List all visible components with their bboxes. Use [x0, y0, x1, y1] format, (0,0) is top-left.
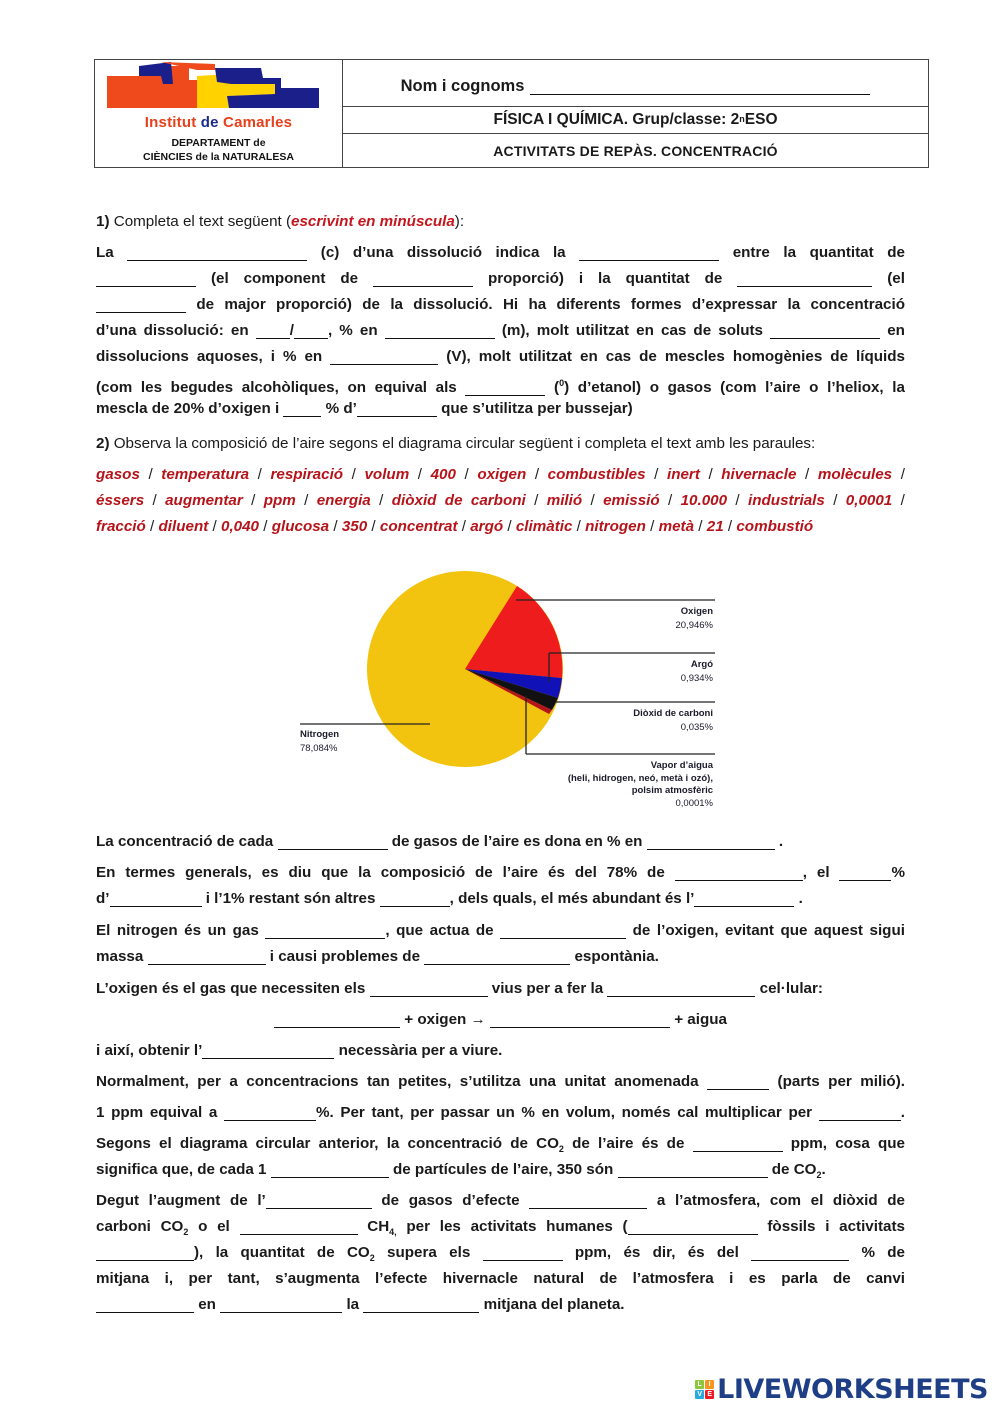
q1-paragraph	[96, 240, 905, 422]
q2-sentence-2: En termes generals, es diu que la composició de l’aire és del 78% de , el % d’ i l’1% restant són altres , dels quals, el més abundant és l’ .	[96, 864, 905, 907]
separator: /	[534, 466, 540, 483]
blank-input[interactable]	[707, 1073, 769, 1090]
blank-input[interactable]	[483, 1244, 563, 1261]
separator: /	[534, 492, 539, 509]
activity-title: ACTIVITATS DE REPÀS. CONCENTRACIÓ	[493, 142, 778, 159]
word-bank-item: industrials	[748, 492, 825, 509]
word-bank-item: 10.000	[680, 492, 728, 509]
word-bank-item: combustió	[736, 518, 814, 535]
label-oxygen: Oxigen 20,946%	[675, 606, 713, 631]
separator: /	[650, 518, 655, 535]
word-bank-item: inert	[666, 466, 700, 483]
word-bank-item: nitrogen	[585, 518, 646, 535]
separator: /	[263, 518, 268, 535]
subject-row: FÍSICA I QUÍMICA. Grup/classe: 2 $^n$ ESO	[343, 107, 928, 134]
header-title-cell	[343, 60, 928, 167]
word-bank-item: respiració	[270, 466, 344, 483]
blank-input[interactable]	[529, 1192, 647, 1209]
separator: /	[708, 466, 713, 483]
blank-input[interactable]	[357, 400, 437, 417]
separator: /	[251, 492, 256, 509]
blank-input[interactable]	[202, 1042, 334, 1059]
label-argon: Argó 0,934%	[680, 659, 713, 684]
separator: /	[805, 466, 810, 483]
word-bank-item: 0,040	[221, 518, 260, 535]
blank-input[interactable]	[424, 948, 570, 965]
label-nitrogen: Nitrogen 78,084%	[300, 729, 340, 754]
separator: /	[461, 518, 466, 535]
respiration-equation: + oxigen → + aigua	[96, 1007, 905, 1033]
separator: /	[900, 466, 905, 483]
word-bank-item: combustibles	[547, 466, 646, 483]
word-bank-item: metà	[658, 518, 695, 535]
blank-input[interactable]	[607, 980, 755, 997]
separator: /	[698, 518, 703, 535]
word-bank-item: volum	[364, 466, 410, 483]
blank-input[interactable]	[283, 400, 321, 417]
blank-input[interactable]	[675, 864, 803, 881]
blank-input[interactable]	[694, 890, 794, 907]
department-name: DEPARTAMENT de CIÈNCIES de la NATURALESA	[143, 137, 294, 163]
q2-sentence-4: L’oxigen és el gas que necessiten els vius per a fer la cel·lular:	[96, 980, 823, 997]
blank-input[interactable]	[271, 1161, 389, 1178]
q2-sentence-1: La concentració de cada de gasos de l’aire es dona en % en .	[96, 833, 784, 850]
word-bank-item: augmentar	[165, 492, 243, 509]
school-logo-icon	[101, 62, 327, 114]
separator: /	[464, 466, 469, 483]
q2-sentence-9: Degut l’augment de l’ de gasos d’efecte a l’atmosfera, com el diòxid de carboni $CO_2$ o el $CH_{4,}$ per les activitats humanes ( fòssils i activitats ), la quantitat de $CO_2$ supera els ppm, és dir, és del % de mitjana i, per tant, s’augmenta l’efecte hivernacle natural de l’atmosfera i es parla de canvi en la mitjana del planeta.	[96, 1192, 905, 1313]
blank-input[interactable]	[465, 379, 545, 396]
blank-input[interactable]	[819, 1104, 901, 1121]
blank-input[interactable]	[737, 270, 872, 287]
blank-input[interactable]	[373, 270, 473, 287]
name-label: Nom i cognoms	[400, 76, 525, 95]
separator: /	[833, 492, 838, 509]
separator: /	[351, 466, 356, 483]
word-bank-item: diòxid de carboni	[391, 492, 526, 509]
separator: /	[576, 518, 581, 535]
blank-input[interactable]	[647, 833, 775, 850]
blank-input[interactable]	[220, 1296, 342, 1313]
q1-line-7: mescla de 20% d’oxigen i % d’ que s’utilitza per bussejar)	[96, 400, 633, 417]
word-bank-item: gasos	[96, 466, 140, 483]
word-bank-line-3	[96, 514, 905, 540]
blank-input[interactable]	[127, 244, 307, 261]
liveworksheets-logo: L I V E LIVEWORKSHEETS	[695, 1374, 988, 1405]
word-bank-item: hivernacle	[721, 466, 797, 483]
blank-input[interactable]	[96, 270, 196, 287]
word-bank-item: oxigen	[477, 466, 527, 483]
label-vapor: Vapor d’aigua (heli, hidrogen, neó, metà i ozó), polsim atmosfèric 0,0001%	[567, 760, 713, 809]
separator: /	[417, 466, 423, 483]
q1-line-6: (com les begudes alcohòliques, on equival als ($^0$) d’etanol) o gasos (com l’aire o l’heliox, la	[96, 378, 905, 397]
blank-input[interactable]	[751, 1244, 849, 1261]
word-bank-line-2	[96, 488, 905, 514]
separator: /	[152, 492, 157, 509]
separator: /	[735, 492, 740, 509]
word-bank-item: energia	[316, 492, 371, 509]
q1-line-3: de major proporció) de la dissolució. Hi ha diferents formes d’expressar la concentració	[96, 292, 905, 318]
q2-sentence-5: i així, obtenir l’ necessària per a viure.	[96, 1042, 503, 1059]
grid-letter: V	[695, 1390, 704, 1399]
grid-letter: I	[705, 1380, 714, 1389]
blank-input[interactable]	[265, 922, 385, 939]
blank-input[interactable]	[96, 296, 186, 313]
blank-input[interactable]	[96, 1244, 194, 1261]
blank-input[interactable]	[839, 864, 891, 881]
blank-input[interactable]	[380, 890, 450, 907]
separator: /	[150, 518, 155, 535]
blank-input[interactable]	[274, 1011, 400, 1028]
blank-input[interactable]	[330, 348, 438, 365]
separator: /	[333, 518, 338, 535]
blank-input[interactable]	[370, 980, 488, 997]
word-bank-item: concentrat	[379, 518, 458, 535]
worksheet-header	[94, 59, 929, 168]
q1-line-5: dissolucions aquoses, i % en (V), molt utilitzat en cas de mescles homogènies de líquids	[96, 348, 905, 365]
school-logo	[95, 60, 343, 167]
word-bank-item: diluent	[158, 518, 209, 535]
blank-input[interactable]	[693, 1135, 783, 1152]
blank-input[interactable]	[224, 1104, 316, 1121]
word-bank-item: temperatura	[161, 466, 250, 483]
separator: /	[371, 518, 376, 535]
school-name: Institut de Camarles	[144, 114, 293, 131]
separator: /	[257, 466, 262, 483]
separator: /	[590, 492, 595, 509]
q2-sentence-6: Normalment, per a concentracions tan petites, s’utilitza una unitat anomenada (parts per milió).	[96, 1073, 905, 1090]
blank-input[interactable]	[363, 1296, 479, 1313]
separator: /	[668, 492, 673, 509]
grid-letter: L	[695, 1380, 704, 1389]
separator: /	[507, 518, 512, 535]
blank-input[interactable]	[110, 890, 202, 907]
blank-input[interactable]	[240, 1218, 358, 1235]
q1-instruction: 1) Completa el text següent (escrivint en minúscula):	[96, 213, 465, 230]
word-bank-item: glucosa	[271, 518, 330, 535]
blank-input[interactable]	[256, 322, 290, 339]
word-bank-item: 350	[341, 518, 368, 535]
blank-input[interactable]	[579, 244, 719, 261]
grid-letter: E	[705, 1390, 714, 1399]
blank-input[interactable]	[385, 322, 495, 339]
blank-input[interactable]	[770, 322, 880, 339]
blank-input[interactable]	[278, 833, 388, 850]
blank-input[interactable]	[266, 1192, 372, 1209]
word-bank-item: emissió	[603, 492, 660, 509]
separator: /	[379, 492, 384, 509]
word-bank-item: 400	[430, 466, 456, 483]
q2-sentence-7: 1 ppm equival a %. Per tant, per passar un % en volum, només cal multiplicar per .	[96, 1104, 905, 1121]
q2-instruction: 2) Observa la composició de l’aire segons el diagrama circular següent i completa el text amb les paraules:	[96, 435, 816, 452]
blank-input[interactable]	[618, 1161, 768, 1178]
name-input[interactable]	[530, 77, 870, 95]
blank-input[interactable]	[500, 922, 626, 939]
separator: /	[304, 492, 309, 509]
word-bank	[96, 462, 905, 540]
blank-input[interactable]	[628, 1218, 758, 1235]
word-bank-item: milió	[546, 492, 583, 509]
blank-input[interactable]	[96, 1296, 194, 1313]
word-bank-item: argó	[470, 518, 504, 535]
liveworksheets-grid-icon	[695, 1380, 714, 1399]
word-bank-item: climàtic	[515, 518, 573, 535]
q1-line-2: (el component de proporció) i la quantitat de (el	[96, 266, 905, 292]
air-composition-pie-chart	[290, 560, 730, 820]
word-bank-item: molècules	[817, 466, 893, 483]
word-bank-item: 21	[706, 518, 724, 535]
separator: /	[148, 466, 153, 483]
label-co2: Diòxid de carboni 0,035%	[633, 708, 713, 733]
separator: /	[654, 466, 659, 483]
q1-line-1: La (c) d’una dissolució indica la entre la quantitat de	[96, 244, 905, 261]
word-bank-item: fracció	[96, 518, 146, 535]
q1-line-4: d’una dissolució: en / , % en (m), molt utilitzat en cas de soluts en	[96, 322, 905, 339]
separator: /	[900, 492, 905, 509]
word-bank-item: ppm	[263, 492, 305, 509]
word-bank-line-1	[96, 462, 905, 488]
blank-input[interactable]	[490, 1011, 670, 1028]
word-bank-item: éssers	[96, 492, 145, 509]
q2-sentence-3: El nitrogen és un gas , que actua de de l’oxigen, evitant que aquest sigui massa i causi problemes de espontània.	[96, 922, 905, 965]
blank-input[interactable]	[148, 948, 266, 965]
separator: /	[212, 518, 217, 535]
separator: /	[727, 518, 733, 535]
name-row	[343, 60, 928, 107]
q2-sentence-8: Segons el diagrama circular anterior, la concentració de $CO_2$ de l’aire és de ppm, cosa que significa que, de cada 1 de partícules de l’aire, 350 són de $CO_2$.	[96, 1135, 905, 1181]
blank-input[interactable]	[294, 322, 328, 339]
word-bank-item: 0,0001	[845, 492, 893, 509]
